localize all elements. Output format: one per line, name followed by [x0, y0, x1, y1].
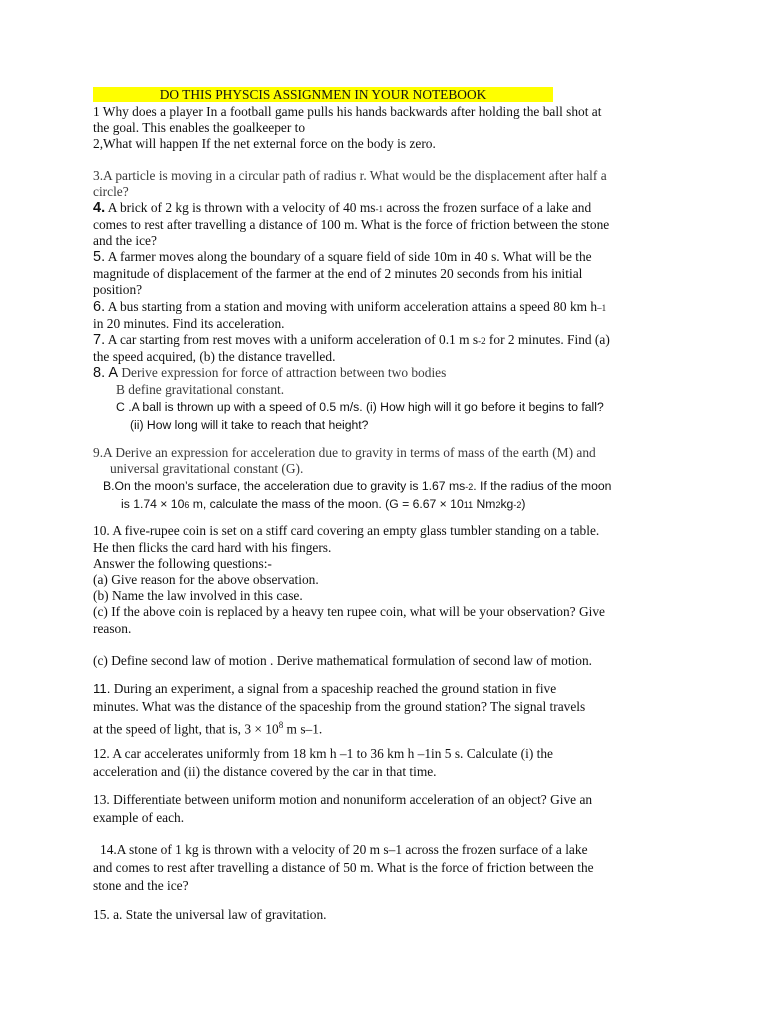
question-14-line-1: 14.A stone of 1 kg is thrown with a velocity of 20 m s–1 across the frozen surface of a lake — [100, 842, 588, 857]
question-6-line-2: in 20 minutes. Find its acceleration. — [93, 316, 285, 331]
question-9-part-b-line-2 — [121, 496, 525, 513]
question-10-line-2: He then flicks the card hard with his fingers. — [93, 540, 332, 555]
question-11-unit: m s–1. — [283, 721, 323, 737]
question-4-line-1 — [93, 200, 591, 217]
question-14-line-3: stone and the ice? — [93, 878, 189, 893]
question-9-b-text-cont: . If the radius of the moon — [473, 479, 612, 493]
question-11-text-speed: at the speed of light, that is, 3 × 10 — [93, 721, 279, 737]
question-2: 2,What will happen If the net external force on the body is zero. — [93, 136, 436, 151]
question-9-part-a-line-2: universal gravitational constant (G). — [110, 461, 304, 476]
question-4-exponent: -1 — [375, 204, 383, 214]
question-7-number: 7. — [93, 332, 106, 348]
question-6-text: A bus starting from a station and moving with uniform acceleration attains a speed 80 km h — [105, 299, 598, 314]
question-7-line-2: the speed acquired, (b) the distance travelled. — [93, 349, 336, 364]
question-11-line-3 — [93, 717, 322, 737]
question-9-part-b-line-1 — [103, 478, 611, 495]
question-8-number: 8. A — [93, 365, 118, 381]
question-4-line-2: comes to rest after travelling a distance of 100 m. What is the force of friction between the stone — [93, 217, 610, 232]
question-second-law: (c) Define second law of motion . Derive mathematical formulation of second law of motion. — [93, 653, 593, 668]
assignment-title: DO THIS PHYSCIS ASSIGNMEN IN YOUR NOTEBOOK — [159, 87, 487, 102]
radius-exponent: 6 — [184, 500, 190, 510]
question-12-line-2: acceleration and (ii) the distance covered by the car in that time. — [93, 764, 437, 779]
question-7-exponent: -2 — [478, 336, 486, 346]
question-10-part-b: (b) Name the law involved in this case. — [93, 588, 303, 603]
question-10-line-3: Answer the following questions:- — [93, 556, 272, 571]
question-7-text: A car starting from rest moves with a uniform acceleration of 0.1 m s — [105, 332, 479, 347]
question-10-line-1: 10. A five-rupee coin is set on a stiff card covering an empty glass tumbler standing on a table. — [93, 523, 600, 538]
question-6-number: 6. — [93, 299, 106, 315]
unit-kg-exponent: -2 — [513, 500, 522, 510]
question-9-b-text: B.On the moon’s surface, the acceleration due to gravity is 1.67 ms — [103, 479, 466, 493]
question-7-text-cont: for 2 minutes. Find (a) — [485, 332, 610, 347]
question-4-line-3: and the ice? — [93, 233, 157, 248]
question-6-line-1 — [93, 299, 606, 316]
g-constant-text: m, calculate the mass of the moon. (G = 6.67 × 10 — [189, 497, 464, 511]
question-5-number: 5. — [93, 249, 106, 265]
question-10-part-c-line-2: reason. — [93, 621, 132, 636]
question-13-line-2: example of each. — [93, 810, 185, 825]
question-9-b-exponent: -2 — [465, 482, 474, 492]
question-11-exponent: 8 — [278, 720, 284, 730]
unit-m-exponent: 2 — [495, 500, 501, 510]
question-8-part-c-line-2: (ii) How long will it take to reach that height? — [130, 418, 369, 432]
question-9-part-a-line-1: 9.A Derive an expression for acceleration due to gravity in terms of mass of the earth (M) and — [93, 445, 596, 460]
question-11-text: During an experiment, a signal from a spaceship reached the ground station in five — [110, 681, 557, 696]
question-11-line-1 — [93, 681, 556, 697]
question-5-line-3: position? — [93, 282, 143, 297]
unit-nm: Nm — [473, 497, 496, 511]
question-1-line-1: 1 Why does a player In a football game pulls his hands backwards after holding the ball shot at — [93, 104, 602, 119]
question-7-line-1 — [93, 332, 610, 349]
question-11-line-2: minutes. What was the distance of the spaceship from the ground station? The signal travels — [93, 699, 586, 714]
question-8-a-text: Derive expression for force of attraction between two bodies — [118, 365, 447, 380]
closing-paren: ) — [521, 497, 526, 511]
question-14-line-2: and comes to rest after travelling a distance of 50 m. What is the force of friction between the — [93, 860, 594, 875]
question-1-line-2: the goal. This enables the goalkeeper to — [93, 120, 306, 135]
question-4-text: A brick of 2 kg is thrown with a velocity of 40 ms — [105, 200, 376, 215]
question-8-part-a — [93, 365, 446, 381]
question-5-line-2: magnitude of displacement of the farmer at the end of 2 minutes 20 seconds from his initial — [93, 266, 583, 281]
question-4-number: 4. — [93, 200, 106, 216]
question-3-line-1: 3.A particle is moving in a circular path of radius r. What would be the displacement after half a — [93, 168, 607, 183]
question-8-part-b: B define gravitational constant. — [116, 382, 285, 397]
question-8-part-c-line-1: C .A ball is thrown up with a speed of 0.5 m/s. (i) How high will it go before it begins to fall? — [116, 400, 604, 414]
question-3-line-2: circle? — [93, 184, 129, 199]
question-4-text-cont: across the frozen surface of a lake and — [382, 200, 592, 215]
question-5-text: A farmer moves along the boundary of a square field of side 10m in 40 s. What will be the — [105, 249, 592, 264]
question-12-line-1: 12. A car accelerates uniformly from 18 km h –1 to 36 km h –1in 5 s. Calculate (i) the — [93, 746, 554, 761]
g-exponent: 11 — [463, 500, 474, 510]
question-10-part-a: (a) Give reason for the above observation. — [93, 572, 319, 587]
question-13-line-1: 13. Differentiate between uniform motion and nonuniform acceleration of an object? Give an — [93, 792, 593, 807]
radius-value: is 1.74 × 10 — [121, 497, 185, 511]
question-15: 15. a. State the universal law of gravitation. — [93, 907, 327, 922]
question-5-line-1 — [93, 249, 592, 265]
question-6-exponent: –1 — [597, 303, 607, 313]
question-11-number: 11. — [93, 681, 111, 696]
question-10-part-c-line-1: (c) If the above coin is replaced by a heavy ten rupee coin, what will be your observation? Give — [93, 604, 605, 619]
unit-kg: kg — [500, 497, 514, 511]
